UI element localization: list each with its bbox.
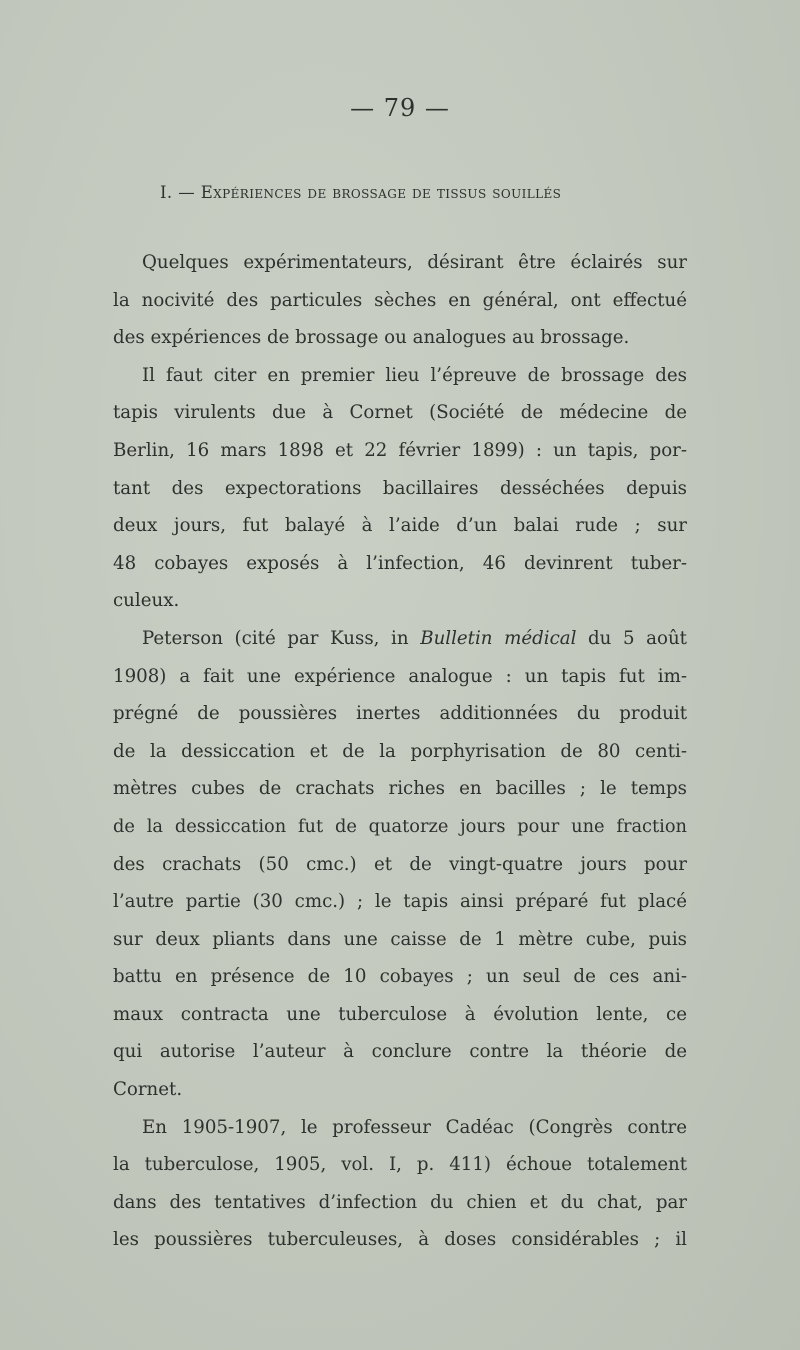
text-line: Il faut citer en premier lieu l’épreuve de brossage des xyxy=(142,364,687,386)
text-line: 1908) a fait une expérience analogue : un tapis fut im- xyxy=(113,665,687,687)
section-heading-text: Expériences de brossage de tissus souillés xyxy=(200,183,562,202)
page-number: — 79 — xyxy=(350,94,450,122)
text-line: qui autorise l’auteur à conclure contre la théorie de xyxy=(113,1041,687,1063)
text-line: battu en présence de 10 cobayes ; un seul de ces ani- xyxy=(113,966,687,988)
text-line: deux jours, fut balayé à l’aide d’un balai rude ; sur xyxy=(113,515,687,537)
text-line xyxy=(113,620,687,658)
text-line: de la dessiccation fut de quatorze jours pour une fraction xyxy=(113,815,687,837)
text-line: Cornet. xyxy=(113,1079,183,1101)
text-fragment: Peterson (cité par Kuss, in xyxy=(142,627,421,649)
text-line: sur deux pliants dans une caisse de 1 mètre cube, puis xyxy=(113,928,687,950)
section-number: I. — xyxy=(160,183,196,202)
text-line: les poussières tuberculeuses, à doses considérables ; il xyxy=(113,1229,687,1251)
body-text xyxy=(113,244,687,1259)
text-line: des crachats (50 cmc.) et de vingt-quatre jours pour xyxy=(113,853,687,875)
text-line: 48 cobayes exposés à l’infection, 46 devinrent tuber- xyxy=(113,552,687,574)
text-line: la nocivité des particules sèches en général, ont effectué xyxy=(113,289,687,311)
text-line: de la dessiccation et de la porphyrisation de 80 centi- xyxy=(113,740,687,762)
text-line: tant des expectorations bacillaires desséchées depuis xyxy=(113,477,687,499)
text-line: maux contracta une tuberculose à évolution lente, ce xyxy=(113,1003,687,1025)
text-line: dans des tentatives d’infection du chien et du chat, par xyxy=(113,1191,687,1213)
text-line: culeux. xyxy=(113,590,180,612)
text-line: Quelques expérimentateurs, désirant être éclairés sur xyxy=(142,252,687,273)
text-line: En 1905-1907, le professeur Cadéac (Congrès contre xyxy=(142,1116,687,1138)
text-line: mètres cubes de crachats riches en bacilles ; le temps xyxy=(113,778,687,800)
italic-journal-title: Bulletin médical xyxy=(420,627,577,649)
text-line: l’autre partie (30 cmc.) ; le tapis ainsi préparé fut placé xyxy=(113,891,687,913)
text-fragment: du 5 août xyxy=(576,627,687,649)
text-line: Berlin, 16 mars 1898 et 22 février 1899) : un tapis, por- xyxy=(113,439,687,461)
text-line: tapis virulents due à Cornet (Société de médecine de xyxy=(113,402,687,424)
text-line: prégné de poussières inertes additionnées du produit xyxy=(113,703,687,725)
text-line: des expériences de brossage ou analogues au brossage. xyxy=(113,327,630,349)
section-title xyxy=(160,183,561,202)
text-line: la tuberculose, 1905, vol. I, p. 411) échoue totalement xyxy=(113,1154,687,1176)
